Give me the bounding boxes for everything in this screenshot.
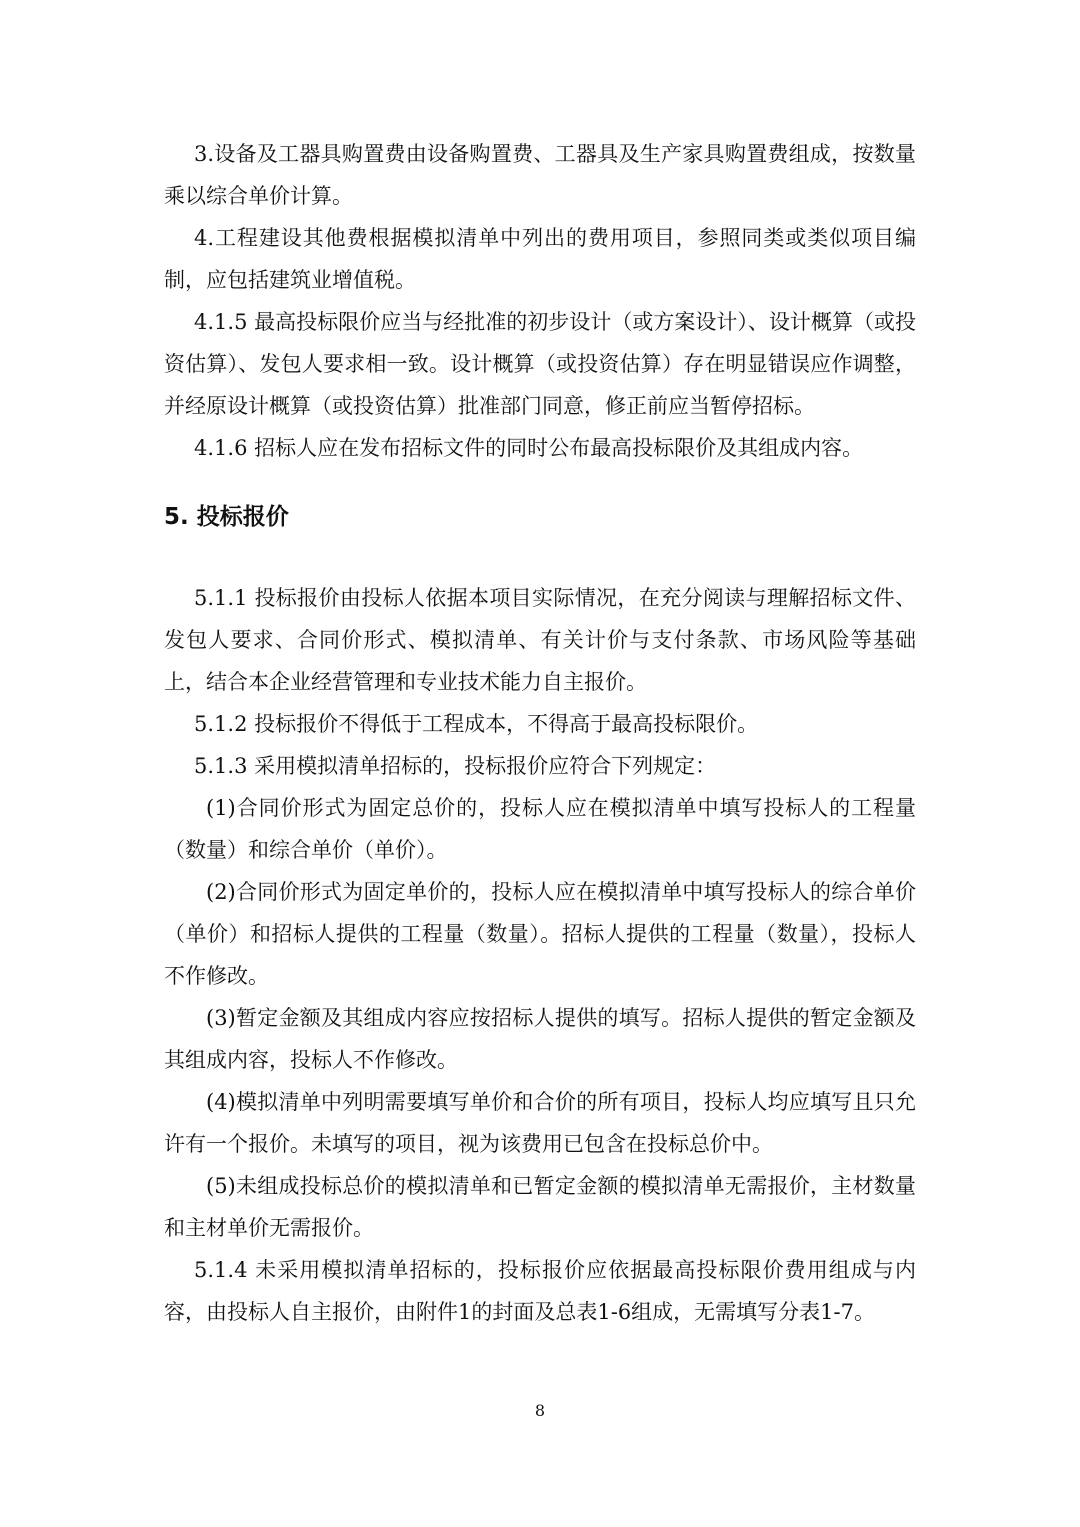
document-body	[164, 133, 916, 1333]
sub-item-1: (1)合同价形式为固定总价的，投标人应在模拟清单中填写投标人的工程量（数量）和综合单价（单价）。	[164, 796, 916, 862]
paragraph-equipment-cost: 3.设备及工器具购置费由设备购置费、工器具及生产家具购置费组成，按数量乘以综合单价计算。	[164, 142, 916, 208]
paragraph-5-1-4: 5.1.4 未采用模拟清单招标的，投标报价应依据最高投标限价费用组成与内容，由投标人自主报价，由附件1的封面及总表1-6组成，无需填写分表1-7。	[164, 1258, 916, 1324]
sub-item-5: (5)未组成投标总价的模拟清单和已暂定金额的模拟清单无需报价，主材数量和主材单价无需报价。	[164, 1174, 916, 1240]
paragraph-other-costs: 4.工程建设其他费根据模拟清单中列出的费用项目，参照同类或类似项目编制，应包括建筑业增值税。	[164, 226, 916, 292]
paragraph-4-1-6: 4.1.6 招标人应在发布招标文件的同时公布最高投标限价及其组成内容。	[194, 436, 864, 460]
section-heading-bid-price: 5. 投标报价	[164, 504, 289, 530]
paragraph-5-1-2: 5.1.2 投标报价不得低于工程成本，不得高于最高投标限价。	[194, 712, 759, 736]
paragraph-5-1-1: 5.1.1 投标报价由投标人依据本项目实际情况，在充分阅读与理解招标文件、发包人要求、合同价形式、模拟清单、有关计价与支付条款、市场风险等基础上，结合本企业经营管理和专业技术能力自主报价。	[164, 586, 916, 694]
sub-item-4: (4)模拟清单中列明需要填写单价和合价的所有项目，投标人均应填写且只允许有一个报价。未填写的项目，视为该费用已包含在投标总价中。	[164, 1090, 916, 1156]
sub-item-2: (2)合同价形式为固定单价的，投标人应在模拟清单中填写投标人的综合单价（单价）和招标人提供的工程量（数量）。招标人提供的工程量（数量），投标人不作修改。	[164, 880, 916, 988]
page-number: 8	[534, 1401, 546, 1420]
sub-item-3: (3)暂定金额及其组成内容应按招标人提供的填写。招标人提供的暂定金额及其组成内容，投标人不作修改。	[164, 1006, 916, 1072]
paragraph-4-1-5: 4.1.5 最高投标限价应当与经批准的初步设计（或方案设计）、设计概算（或投资估算）、发包人要求相一致。设计概算（或投资估算）存在明显错误应作调整，并经原设计概算（或投资估算）批准部门同意，修正前应当暂停招标。	[164, 310, 916, 418]
paragraph-5-1-3: 5.1.3 采用模拟清单招标的，投标报价应符合下列规定：	[194, 754, 717, 778]
